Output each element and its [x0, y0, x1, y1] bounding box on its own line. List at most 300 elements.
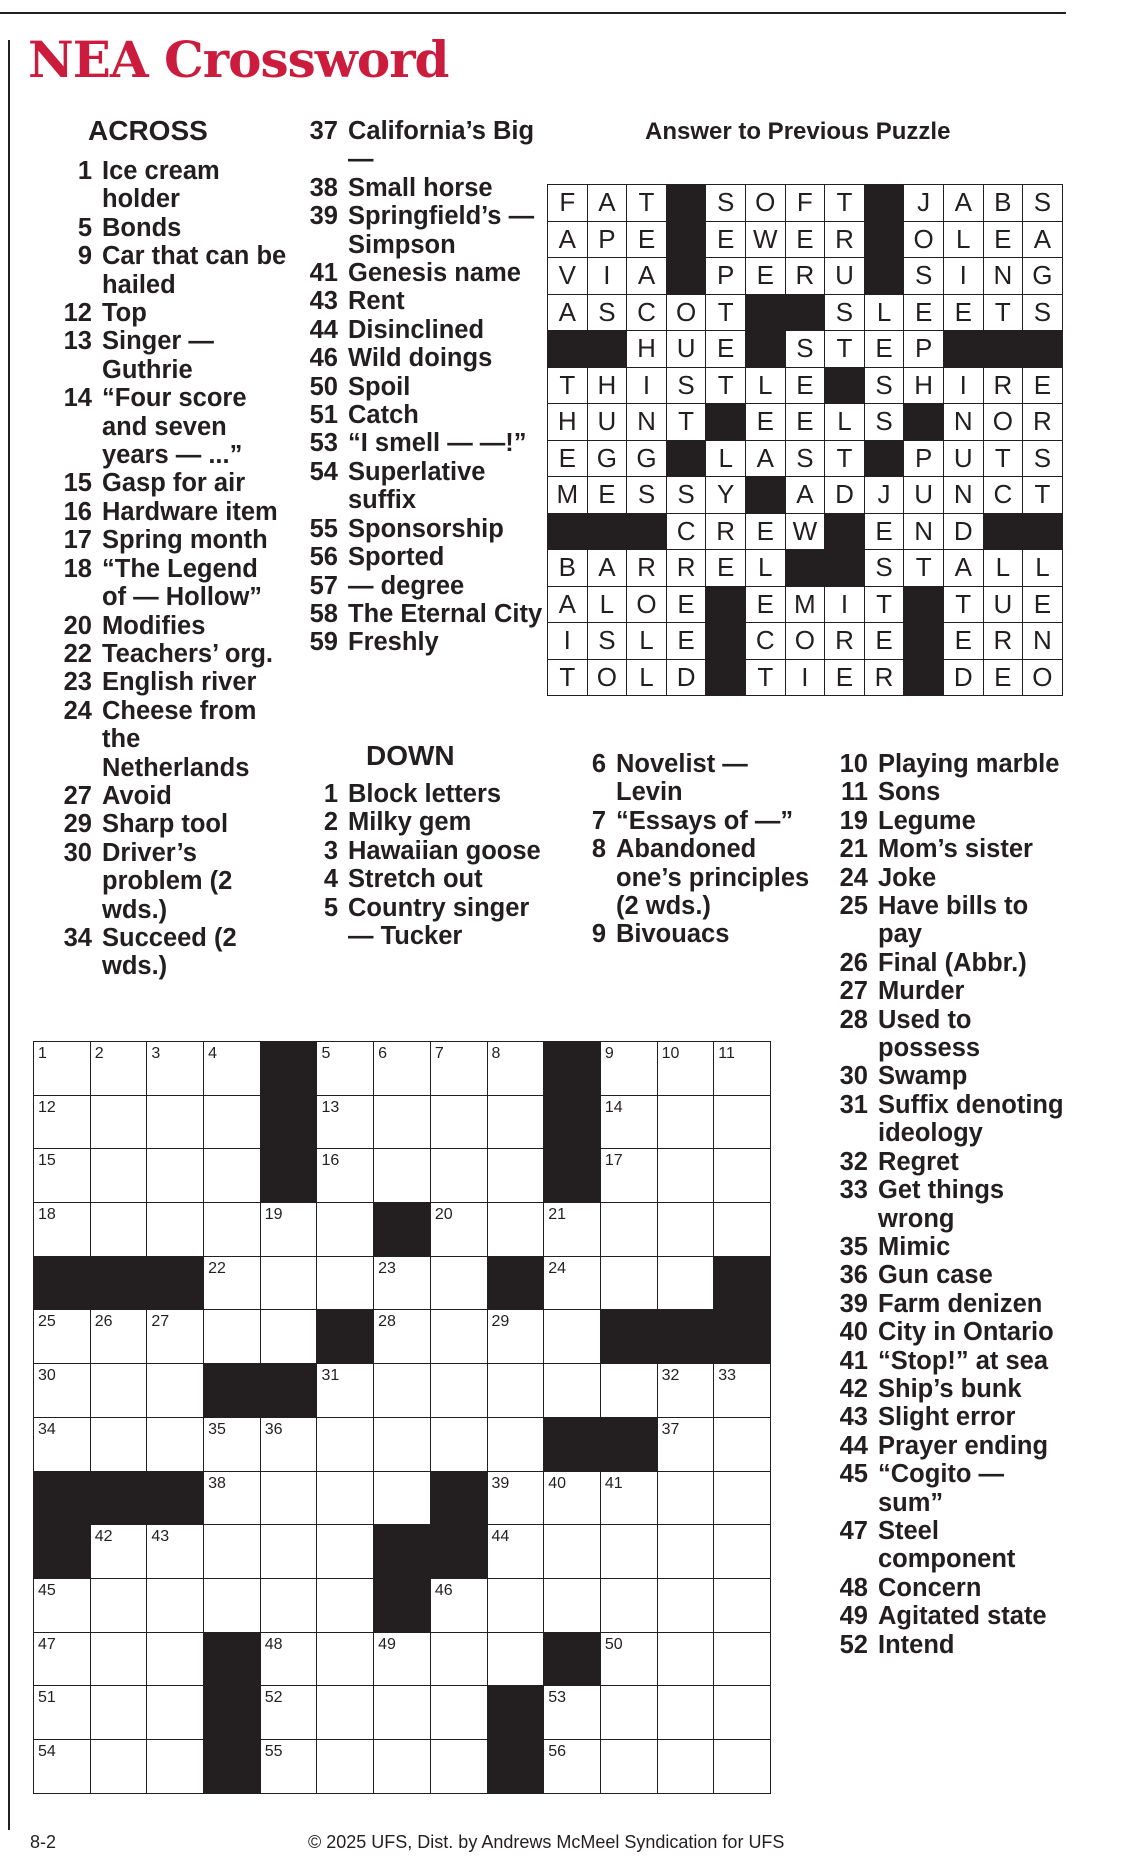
puzzle-cell[interactable]: [317, 1578, 374, 1632]
clue-number: 55: [309, 514, 338, 543]
puzzle-cell[interactable]: [487, 1042, 544, 1096]
puzzle-cell[interactable]: [90, 1042, 147, 1096]
answer-letter-cell: L: [1023, 550, 1063, 587]
puzzle-cell[interactable]: [204, 1417, 261, 1471]
puzzle-black-square: [34, 1471, 91, 1525]
puzzle-cell[interactable]: [600, 1364, 657, 1418]
puzzle-cell[interactable]: [714, 1739, 771, 1793]
puzzle-grid-row: [34, 1149, 771, 1203]
clue-text: English river: [102, 668, 257, 697]
puzzle-cell[interactable]: [204, 1203, 261, 1257]
puzzle-cell[interactable]: [374, 1632, 431, 1686]
answer-letter-cell: E: [864, 623, 904, 660]
puzzle-cell[interactable]: [430, 1578, 487, 1632]
puzzle-cell[interactable]: [600, 1149, 657, 1203]
puzzle-cell[interactable]: [487, 1364, 544, 1418]
puzzle-cell[interactable]: [317, 1417, 374, 1471]
puzzle-cell[interactable]: [714, 1686, 771, 1740]
cell-number: 43: [151, 1528, 170, 1546]
cell-number: 47: [38, 1635, 56, 1653]
answer-letter-cell: N: [983, 258, 1023, 295]
puzzle-cell[interactable]: [34, 1578, 91, 1632]
puzzle-cell[interactable]: [34, 1310, 91, 1364]
puzzle-cell[interactable]: [34, 1203, 91, 1257]
puzzle-grid-row: [34, 1310, 771, 1364]
puzzle-cell[interactable]: [487, 1149, 544, 1203]
puzzle-cell[interactable]: [657, 1632, 714, 1686]
puzzle-cell[interactable]: [317, 1471, 374, 1525]
puzzle-black-square: [544, 1095, 601, 1149]
clue-number: 12: [63, 299, 92, 328]
answer-letter-cell: I: [627, 367, 667, 404]
puzzle-cell[interactable]: [90, 1525, 147, 1579]
answer-letter-cell: E: [666, 586, 706, 623]
answer-letter-cell: N: [904, 513, 944, 550]
clue-text: Small horse: [348, 173, 493, 202]
answer-letter-cell: Y: [706, 477, 746, 514]
cell-number: 10: [661, 1045, 680, 1062]
puzzle-cell[interactable]: [430, 1632, 487, 1686]
puzzle-cell[interactable]: [34, 1686, 91, 1740]
clue-number: 27: [63, 781, 92, 810]
answer-letter-cell: C: [983, 477, 1023, 514]
clue-number: 17: [63, 526, 92, 555]
puzzle-cell[interactable]: [317, 1739, 374, 1793]
puzzle-cell[interactable]: [260, 1417, 317, 1471]
answer-black-square: [627, 513, 667, 550]
puzzle-cell[interactable]: [204, 1310, 261, 1364]
puzzle-cell[interactable]: [147, 1203, 204, 1257]
answer-letter-cell: O: [904, 221, 944, 258]
answer-letter-cell: G: [1023, 258, 1063, 295]
puzzle-cell[interactable]: [147, 1632, 204, 1686]
puzzle-cell[interactable]: [374, 1417, 431, 1471]
puzzle-cell[interactable]: [374, 1471, 431, 1525]
clue-number: 37: [309, 117, 338, 145]
clue-down-col4-21: [812, 835, 1067, 863]
puzzle-cell[interactable]: [487, 1417, 544, 1471]
answer-letter-cell: P: [587, 221, 627, 258]
puzzle-cell[interactable]: [317, 1095, 374, 1149]
puzzle-black-square: [430, 1471, 487, 1525]
answer-letter-cell: R: [1023, 404, 1063, 441]
clue-across-col1-22: [40, 640, 288, 668]
answer-letter-cell: E: [864, 331, 904, 368]
clue-number: 58: [309, 599, 338, 628]
left-rule: [8, 40, 10, 1830]
puzzle-cell[interactable]: [204, 1578, 261, 1632]
puzzle-black-square: [714, 1256, 771, 1310]
clue-across-col1-20: [40, 612, 288, 640]
puzzle-cell[interactable]: [487, 1632, 544, 1686]
puzzle-cell[interactable]: [657, 1095, 714, 1149]
cell-number: 48: [264, 1635, 283, 1653]
puzzle-cell[interactable]: [147, 1686, 204, 1740]
puzzle-cell[interactable]: [147, 1739, 204, 1793]
puzzle-black-square: [34, 1525, 91, 1579]
puzzle-cell[interactable]: [430, 1149, 487, 1203]
puzzle-black-square: [374, 1525, 431, 1579]
puzzle-cell[interactable]: [317, 1686, 374, 1740]
puzzle-cell[interactable]: [714, 1364, 771, 1418]
puzzle-cell[interactable]: [260, 1471, 317, 1525]
puzzle-cell[interactable]: [600, 1578, 657, 1632]
puzzle-cell[interactable]: [90, 1364, 147, 1418]
puzzle-cell[interactable]: [204, 1095, 261, 1149]
clue-text: Intend: [878, 1630, 955, 1659]
clue-text: Slight error: [878, 1403, 1016, 1432]
answer-letter-cell: E: [745, 513, 785, 550]
puzzle-cell[interactable]: [90, 1739, 147, 1793]
clue-number: 44: [839, 1431, 868, 1460]
answer-black-square: [864, 221, 904, 258]
clue-down-col3-6: [560, 750, 820, 807]
answer-letter-cell: T: [548, 367, 588, 404]
puzzle-cell[interactable]: [714, 1042, 771, 1096]
clue-across-col1-13: [40, 327, 288, 384]
puzzle-cell[interactable]: [260, 1310, 317, 1364]
puzzle-cell[interactable]: [260, 1256, 317, 1310]
clue-text: Genesis name: [348, 259, 521, 288]
clue-text: Regret: [878, 1147, 959, 1176]
puzzle-cell[interactable]: [260, 1686, 317, 1740]
puzzle-cell[interactable]: [34, 1095, 91, 1149]
puzzle-cell[interactable]: [657, 1686, 714, 1740]
answer-black-square: [864, 258, 904, 295]
puzzle-cell[interactable]: [600, 1256, 657, 1310]
answer-letter-cell: J: [904, 185, 944, 222]
puzzle-cell[interactable]: [147, 1525, 204, 1579]
answer-black-square: [548, 331, 588, 368]
puzzle-cell[interactable]: [487, 1310, 544, 1364]
answer-letter-cell: R: [627, 550, 667, 587]
puzzle-cell[interactable]: [90, 1686, 147, 1740]
puzzle-cell[interactable]: [34, 1149, 91, 1203]
clue-number: 48: [839, 1573, 868, 1602]
answer-letter-cell: H: [904, 367, 944, 404]
puzzle-cell[interactable]: [657, 1256, 714, 1310]
cell-number: 8: [491, 1045, 501, 1062]
answer-letter-cell: P: [706, 258, 746, 295]
puzzle-cell[interactable]: [714, 1417, 771, 1471]
clue-down-col4-49: [812, 1602, 1067, 1630]
cell-number: 20: [434, 1206, 453, 1224]
down-clues-column-3: [812, 750, 1067, 1659]
puzzle-cell[interactable]: [714, 1578, 771, 1632]
puzzle-cell[interactable]: [544, 1310, 601, 1364]
answer-letter-cell: I: [943, 367, 983, 404]
clue-number: 30: [839, 1062, 868, 1091]
puzzle-cell[interactable]: [657, 1203, 714, 1257]
puzzle-cell[interactable]: [430, 1310, 487, 1364]
puzzle-cell[interactable]: [430, 1739, 487, 1793]
puzzle-cell[interactable]: [544, 1203, 601, 1257]
answer-letter-cell: F: [785, 185, 825, 222]
clue-text: Avoid: [102, 781, 172, 810]
puzzle-cell[interactable]: [90, 1149, 147, 1203]
puzzle-cell[interactable]: [714, 1632, 771, 1686]
answer-black-square: [983, 513, 1023, 550]
puzzle-cell[interactable]: [147, 1310, 204, 1364]
answer-letter-cell: T: [1023, 477, 1063, 514]
puzzle-cell[interactable]: [430, 1042, 487, 1096]
clue-text: City in Ontario: [878, 1318, 1054, 1347]
clue-across-col1-15: [40, 469, 288, 497]
puzzle-cell[interactable]: [430, 1686, 487, 1740]
answer-letter-cell: T: [548, 659, 588, 696]
puzzle-cell[interactable]: [260, 1525, 317, 1579]
clue-text: Mom’s sister: [878, 835, 1033, 864]
puzzle-cell[interactable]: [317, 1256, 374, 1310]
puzzle-cell[interactable]: [657, 1364, 714, 1418]
puzzle-cell[interactable]: [90, 1632, 147, 1686]
answer-letter-cell: O: [745, 185, 785, 222]
puzzle-cell[interactable]: [487, 1203, 544, 1257]
puzzle-cell[interactable]: [487, 1471, 544, 1525]
answer-letter-cell: E: [548, 440, 588, 477]
clue-number: 10: [839, 750, 868, 778]
answer-letter-cell: I: [943, 258, 983, 295]
answer-letter-cell: B: [548, 550, 588, 587]
puzzle-cell[interactable]: [34, 1364, 91, 1418]
puzzle-cell[interactable]: [374, 1256, 431, 1310]
puzzle-black-square: [544, 1149, 601, 1203]
clue-number: 59: [309, 628, 338, 657]
puzzle-cell[interactable]: [544, 1739, 601, 1793]
puzzle-cell[interactable]: [374, 1686, 431, 1740]
puzzle-cell[interactable]: [544, 1256, 601, 1310]
answer-letter-cell: C: [627, 294, 667, 331]
puzzle-cell[interactable]: [260, 1578, 317, 1632]
clue-text: Singer — Guthrie: [102, 327, 214, 384]
puzzle-cell[interactable]: [147, 1042, 204, 1096]
answer-letter-cell: D: [825, 477, 865, 514]
answer-grid-row: [548, 513, 1063, 550]
clue-down-col4-35: [812, 1233, 1067, 1261]
puzzle-cell[interactable]: [34, 1042, 91, 1096]
answer-letter-cell: E: [666, 623, 706, 660]
puzzle-cell[interactable]: [714, 1203, 771, 1257]
answer-letter-cell: G: [627, 440, 667, 477]
answer-black-square: [904, 586, 944, 623]
puzzle-cell[interactable]: [544, 1364, 601, 1418]
puzzle-cell[interactable]: [147, 1364, 204, 1418]
answer-letter-cell: E: [1023, 367, 1063, 404]
puzzle-cell[interactable]: [90, 1095, 147, 1149]
puzzle-cell[interactable]: [544, 1471, 601, 1525]
puzzle-cell[interactable]: [374, 1310, 431, 1364]
clue-text: Driver’s problem (2 wds.): [102, 838, 233, 924]
puzzle-cell[interactable]: [260, 1739, 317, 1793]
puzzle-cell[interactable]: [204, 1525, 261, 1579]
answer-letter-cell: D: [943, 513, 983, 550]
puzzle-cell[interactable]: [600, 1042, 657, 1096]
puzzle-cell[interactable]: [374, 1364, 431, 1418]
answer-black-square: [706, 659, 746, 696]
puzzle-cell[interactable]: [657, 1525, 714, 1579]
puzzle-grid-row: [34, 1632, 771, 1686]
puzzle-cell[interactable]: [147, 1095, 204, 1149]
puzzle-cell[interactable]: [430, 1364, 487, 1418]
puzzle-cell[interactable]: [430, 1095, 487, 1149]
puzzle-cell[interactable]: [714, 1149, 771, 1203]
puzzle-cell[interactable]: [90, 1310, 147, 1364]
puzzle-cell[interactable]: [600, 1632, 657, 1686]
puzzle-cell[interactable]: [147, 1149, 204, 1203]
clue-number: 53: [309, 429, 338, 458]
puzzle-cell[interactable]: [317, 1042, 374, 1096]
puzzle-cell[interactable]: [34, 1417, 91, 1471]
puzzle-cell[interactable]: [374, 1739, 431, 1793]
clue-number: 41: [839, 1346, 868, 1375]
clue-across-col1-27: [40, 782, 288, 810]
clue-number: 27: [839, 977, 868, 1006]
puzzle-cell[interactable]: [600, 1525, 657, 1579]
clue-text: Sharp tool: [102, 810, 229, 839]
cell-number: 3: [151, 1045, 161, 1062]
puzzle-cell[interactable]: [204, 1471, 261, 1525]
puzzle-cell[interactable]: [657, 1149, 714, 1203]
clue-text: “The Legend of — Hollow”: [102, 554, 263, 612]
puzzle-cell[interactable]: [714, 1095, 771, 1149]
puzzle-cell[interactable]: [374, 1095, 431, 1149]
puzzle-cell[interactable]: [487, 1578, 544, 1632]
clue-across-col2-58: [288, 600, 558, 628]
puzzle-cell[interactable]: [204, 1042, 261, 1096]
puzzle-cell[interactable]: [374, 1149, 431, 1203]
clue-number: 42: [839, 1374, 868, 1403]
cell-number: 1: [38, 1045, 47, 1062]
puzzle-cell[interactable]: [147, 1417, 204, 1471]
clue-number: 14: [63, 384, 92, 413]
cell-number: 15: [38, 1152, 56, 1170]
cell-number: 56: [548, 1742, 566, 1760]
puzzle-cell[interactable]: [544, 1525, 601, 1579]
answer-letter-cell: P: [904, 331, 944, 368]
clue-number: 24: [839, 863, 868, 892]
answer-letter-cell: C: [745, 623, 785, 660]
down-clues-column-2: [560, 750, 820, 949]
puzzle-cell[interactable]: [600, 1739, 657, 1793]
answer-letter-cell: U: [587, 404, 627, 441]
answer-black-square: [904, 404, 944, 441]
clue-text: “Cogito — sum”: [878, 1460, 1005, 1517]
puzzle-cell[interactable]: [430, 1256, 487, 1310]
clue-down-col2-3: [288, 837, 558, 865]
clue-text: Country singer — Tucker: [348, 893, 530, 951]
clue-text: Agitated state: [878, 1602, 1047, 1631]
puzzle-cell[interactable]: [317, 1149, 374, 1203]
answer-letter-cell: E: [745, 586, 785, 623]
clue-text: Wild doings: [348, 344, 493, 373]
puzzle-cell[interactable]: [204, 1149, 261, 1203]
puzzle-cell[interactable]: [487, 1095, 544, 1149]
puzzle-cell[interactable]: [657, 1739, 714, 1793]
clue-across-col1-17: [40, 526, 288, 554]
puzzle-black-square: [204, 1632, 261, 1686]
puzzle-cell[interactable]: [374, 1042, 431, 1096]
answer-letter-cell: J: [864, 477, 904, 514]
puzzle-cell[interactable]: [317, 1632, 374, 1686]
answer-letter-cell: D: [666, 659, 706, 696]
cell-number: 55: [264, 1742, 283, 1760]
cell-number: 46: [434, 1581, 453, 1599]
puzzle-cell[interactable]: [430, 1203, 487, 1257]
puzzle-cell[interactable]: [714, 1525, 771, 1579]
puzzle-cell[interactable]: [544, 1578, 601, 1632]
answer-letter-cell: L: [587, 586, 627, 623]
down-heading: DOWN: [366, 740, 455, 771]
answer-black-square: [706, 586, 746, 623]
clue-text: Abandoned one’s principles (2 wds.): [616, 835, 810, 921]
puzzle-cell[interactable]: [657, 1471, 714, 1525]
puzzle-cell[interactable]: [657, 1578, 714, 1632]
puzzle-cell[interactable]: [600, 1095, 657, 1149]
clue-down-col4-32: [812, 1148, 1067, 1176]
puzzle-cell[interactable]: [600, 1471, 657, 1525]
puzzle-cell[interactable]: [147, 1578, 204, 1632]
answer-letter-cell: S: [864, 404, 904, 441]
clue-down-col4-41: [812, 1347, 1067, 1375]
puzzle-grid-row: [34, 1364, 771, 1418]
clue-text: — degree: [348, 571, 465, 600]
cell-number: 17: [604, 1152, 623, 1170]
puzzle-black-square: [204, 1686, 261, 1740]
puzzle-cell[interactable]: [544, 1686, 601, 1740]
answer-letter-cell: L: [745, 550, 785, 587]
puzzle-cell[interactable]: [487, 1525, 544, 1579]
answer-black-square: [587, 513, 627, 550]
answer-letter-cell: E: [904, 294, 944, 331]
clue-text: Spoil: [348, 372, 411, 401]
puzzle-cell[interactable]: [260, 1203, 317, 1257]
puzzle-cell[interactable]: [317, 1203, 374, 1257]
clue-number: 47: [839, 1516, 868, 1545]
answer-letter-cell: S: [825, 294, 865, 331]
clue-text: Car that can be hailed: [102, 242, 287, 299]
puzzle-cell[interactable]: [34, 1739, 91, 1793]
clue-text: Cheese from the Netherlands: [102, 696, 257, 782]
puzzle-cell[interactable]: [657, 1042, 714, 1096]
puzzle-cell[interactable]: [430, 1417, 487, 1471]
answer-letter-cell: S: [785, 331, 825, 368]
puzzle-cell[interactable]: [600, 1203, 657, 1257]
clue-text: “Four score and seven years — ...”: [102, 384, 247, 470]
cell-number: 35: [208, 1420, 226, 1438]
answer-letter-cell: H: [627, 331, 667, 368]
puzzle-cell[interactable]: [657, 1417, 714, 1471]
clue-text: Bivouacs: [616, 920, 730, 949]
puzzle-cell[interactable]: [90, 1203, 147, 1257]
answer-letter-cell: L: [745, 367, 785, 404]
puzzle-cell[interactable]: [204, 1256, 261, 1310]
puzzle-cell[interactable]: [714, 1471, 771, 1525]
puzzle-black-square: [34, 1256, 91, 1310]
answer-grid-row: [548, 185, 1063, 222]
clue-number: 49: [839, 1602, 868, 1631]
clue-text: Stretch out: [348, 865, 483, 894]
puzzle-cell[interactable]: [317, 1525, 374, 1579]
puzzle-cell[interactable]: [260, 1632, 317, 1686]
clue-number: 35: [839, 1232, 868, 1261]
puzzle-black-square: [544, 1417, 601, 1471]
puzzle-cell[interactable]: [34, 1632, 91, 1686]
answer-letter-cell: A: [548, 294, 588, 331]
puzzle-cell[interactable]: [317, 1364, 374, 1418]
puzzle-cell[interactable]: [90, 1578, 147, 1632]
puzzle-cell[interactable]: [600, 1686, 657, 1740]
puzzle-cell[interactable]: [90, 1417, 147, 1471]
